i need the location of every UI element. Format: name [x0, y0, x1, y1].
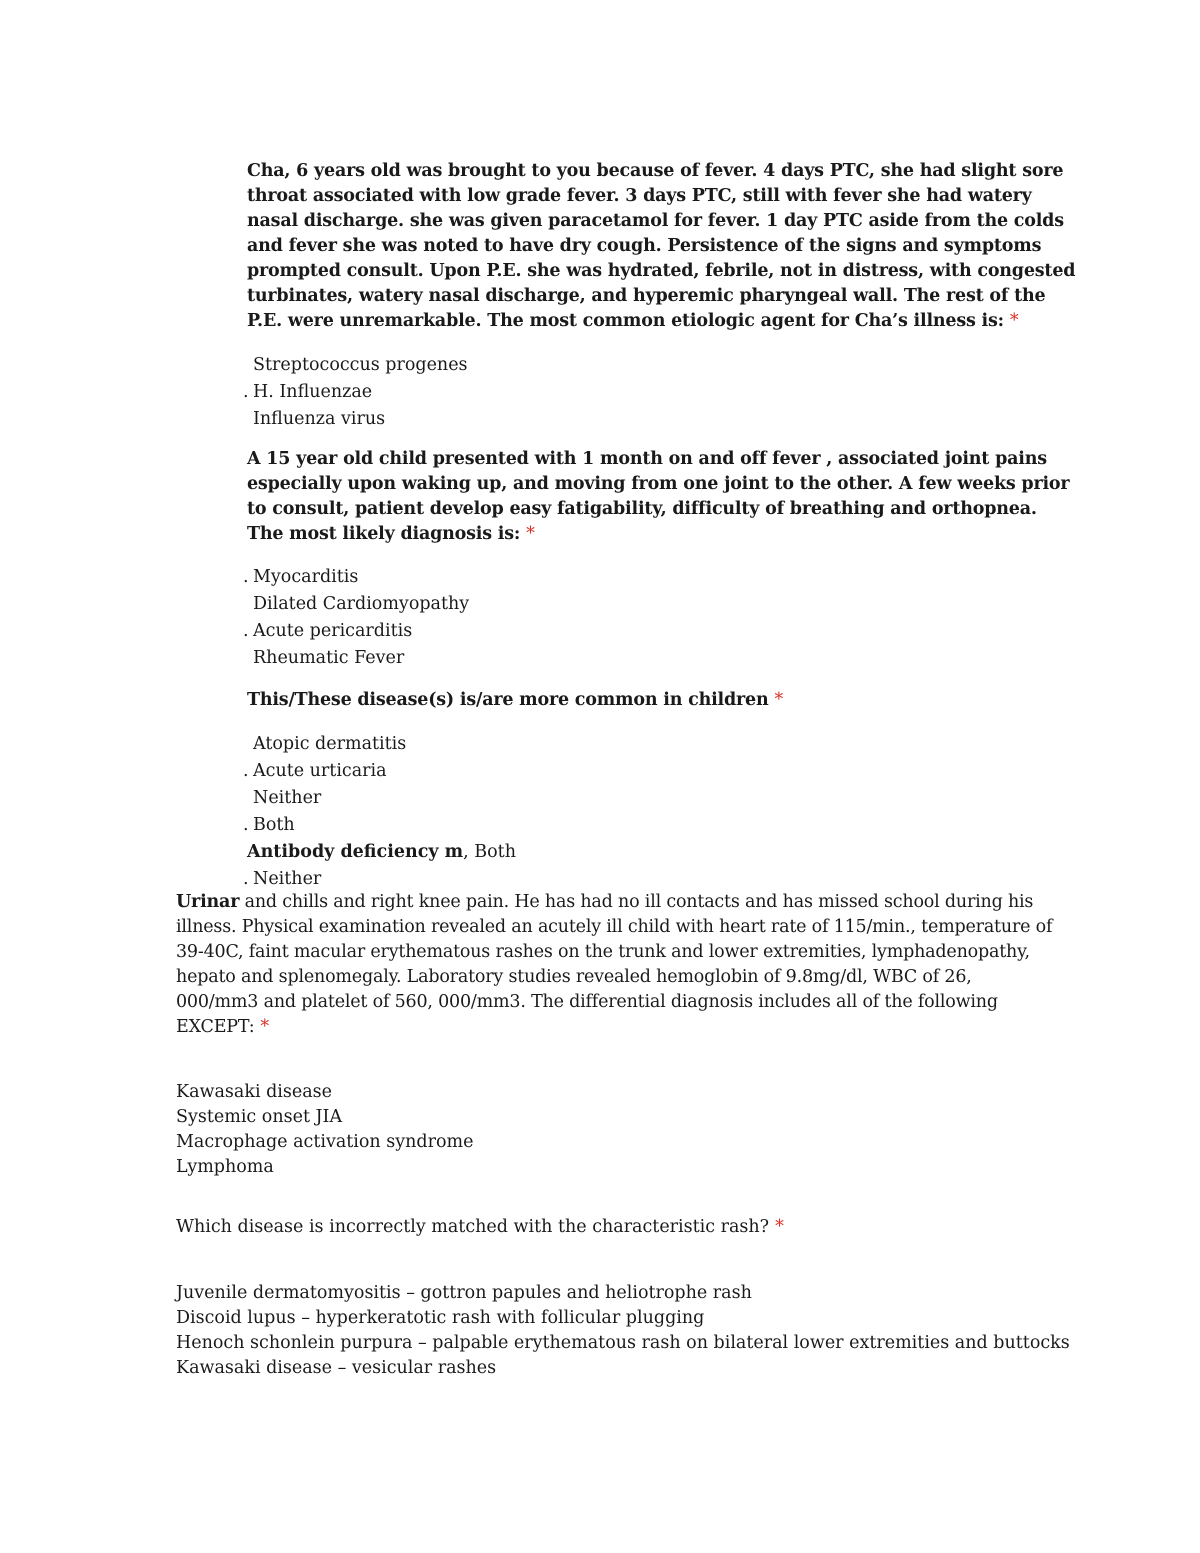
question-5-text: Which disease is incorrectly matched with the characteristic rash?: [176, 1217, 770, 1237]
question-1-options: [243, 352, 468, 433]
question-3-text: This/These disease(s) is/are more common in children: [247, 690, 769, 710]
option[interactable]: . Both: [243, 815, 295, 835]
option[interactable]: Neither: [253, 788, 322, 808]
question-1: [247, 159, 1077, 334]
option[interactable]: Atopic dermatitis: [253, 734, 407, 754]
option[interactable]: . Acute urticaria: [243, 761, 387, 781]
option[interactable]: Henoch schonlein purpura – palpable erythematous rash on bilateral lower extremities and buttocks: [176, 1333, 1070, 1353]
option[interactable]: Dilated Cardiomyopathy: [253, 594, 470, 614]
question-1-text: Cha, 6 years old was brought to you because of fever. 4 days PTC, she had slight sore throat associated with low grade fever. 3 days PTC, still with fever she had watery nasal discharge. she was given paracetamol for fever. 1 day PTC aside from the colds and fever she was noted to have dry cough. Persistence of the signs and symptoms prompted consult. Upon P.E. she was hydrated, febrile, not in distress, with congested turbinates, watery nasal discharge, and hyperemic pharyngeal wall. The rest of the P.E. were unremarkable. The most common etiologic agent for Cha’s illness is:: [247, 161, 1076, 331]
question-2: [247, 447, 1077, 547]
option[interactable]: Lymphoma: [176, 1157, 274, 1177]
option[interactable]: Discoid lupus – hyperkeratotic rash with follicular plugging: [176, 1308, 705, 1328]
option[interactable]: Kawasaki disease – vesicular rashes: [176, 1358, 497, 1378]
antibody-question-label: Antibody deficiency m: [247, 842, 464, 862]
question-4-text: and chills and right knee pain. He has had no ill contacts and has missed school during his illness. Physical examination revealed an acutely ill child with heart rate of 115/min., temperature of 39-40C, faint macular erythematous rashes on the trunk and lower extremities, lymphadenopathy, hepato and splenomegaly. Laboratory studies revealed hemoglobin of 9.8mg/dl, WBC of 26, 000/mm3 and platelet of 560, 000/mm3. The differential diagnosis includes all of the following EXCEPT:: [176, 892, 1053, 1037]
question-5-options: [176, 1281, 1070, 1381]
option[interactable]: . Acute pericarditis: [243, 621, 413, 641]
option[interactable]: . H. Influenzae: [243, 382, 373, 402]
option[interactable]: . Neither: [243, 869, 322, 889]
option[interactable]: Kawasaki disease: [176, 1082, 333, 1102]
option[interactable]: Rheumatic Fever: [253, 648, 405, 668]
question-2-options: [243, 564, 469, 672]
question-4-options: [176, 1080, 473, 1180]
option[interactable]: Juvenile dermatomyositis – gottron papules and heliotrophe rash: [176, 1283, 752, 1303]
required-marker: *: [260, 1017, 269, 1037]
option[interactable]: Streptococcus progenes: [253, 355, 468, 375]
option[interactable]: Influenza virus: [253, 409, 386, 429]
option[interactable]: Macrophage activation syndrome: [176, 1132, 474, 1152]
question-3-options: [243, 731, 406, 839]
option[interactable]: . Myocarditis: [243, 567, 359, 587]
question-3: [247, 688, 1077, 713]
required-marker: *: [526, 524, 535, 544]
question-2-text: A 15 year old child presented with 1 month on and off fever , associated joint pains especially upon waking up, and moving from one joint to the other. A few weeks prior to consult, patient develop easy fatigability, difficulty of breathing and orthopnea. The most likely diagnosis is:: [247, 449, 1070, 544]
option[interactable]: Systemic onset JIA: [176, 1107, 343, 1127]
antibody-question: Antibody deficiency m, Both: [247, 842, 516, 862]
question-4-lead: Urinar: [176, 892, 240, 912]
question-5: [176, 1215, 784, 1240]
required-marker: *: [775, 1217, 784, 1237]
required-marker: *: [1009, 311, 1019, 331]
question-4: [176, 890, 1056, 1040]
required-marker: *: [774, 690, 784, 710]
option[interactable]: Both: [474, 842, 516, 862]
